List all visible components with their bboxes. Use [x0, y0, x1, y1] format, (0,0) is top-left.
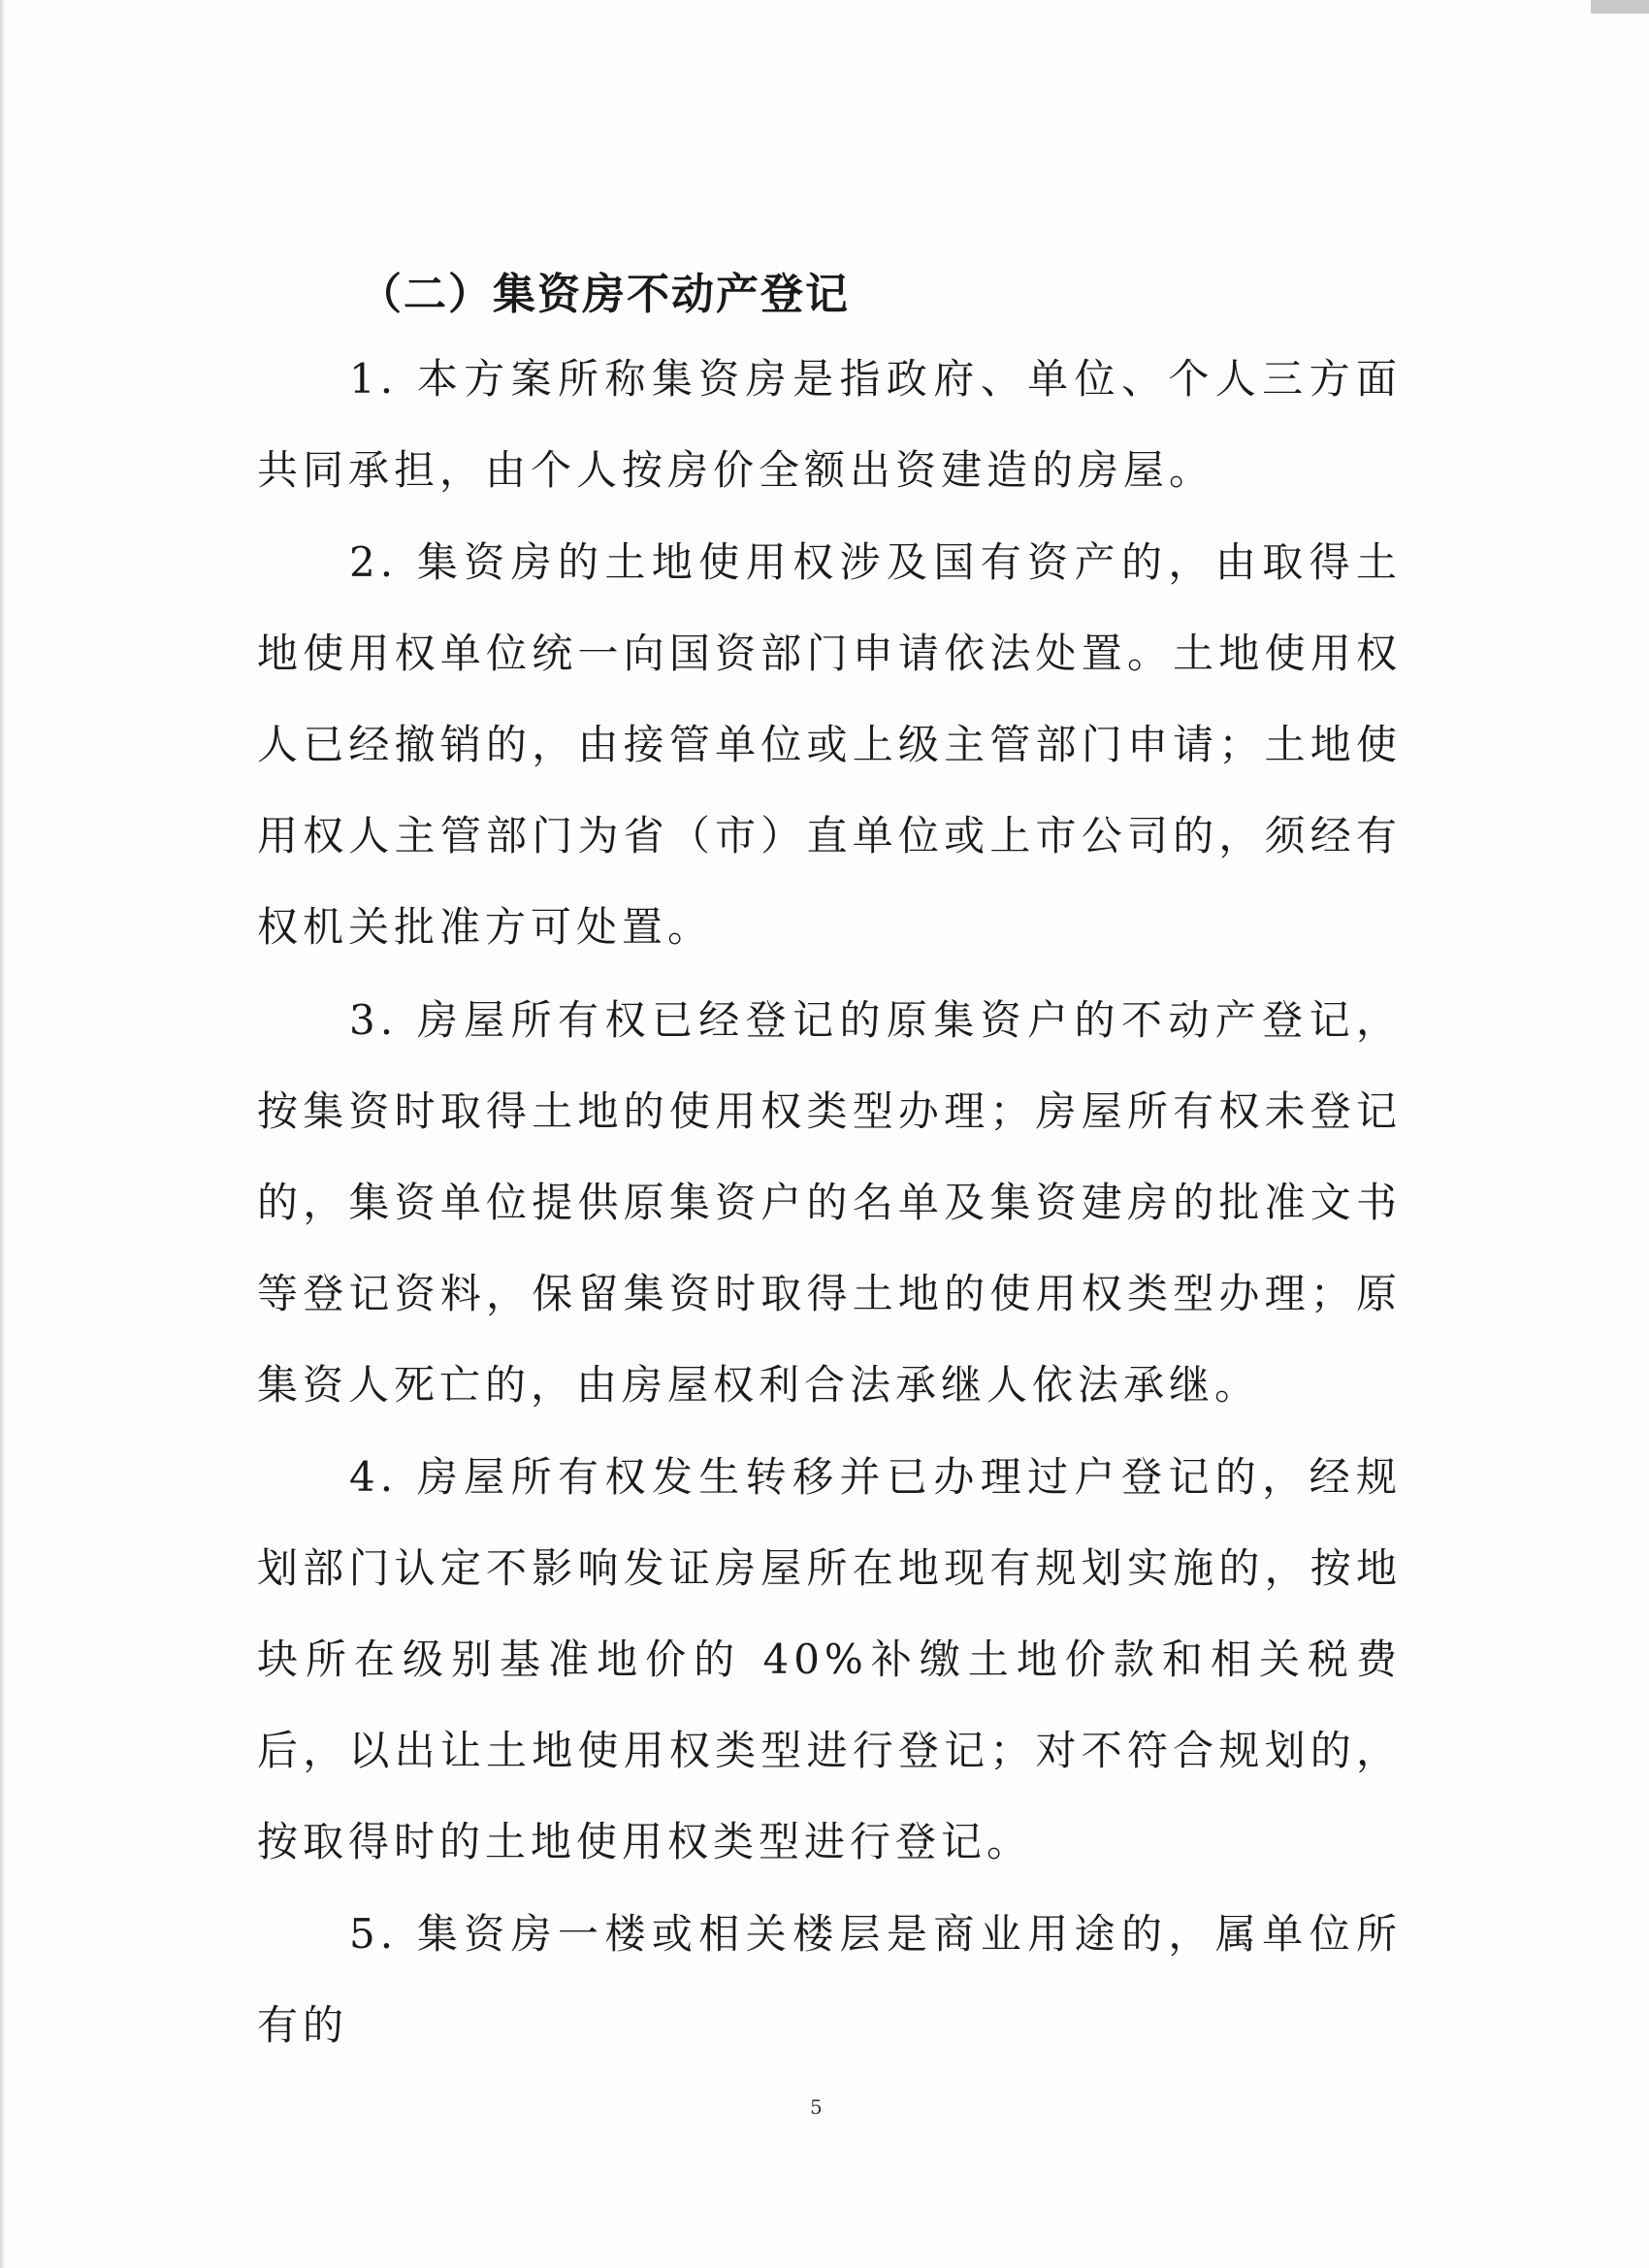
paragraph-2: 2. 集资房的土地使用权涉及国有资产的，由取得土地使用权单位统一向国资部门申请依法处置。土地使用权人已经撤销的，由接管单位或上级主管部门申请；土地使用权人主管部门为省（市）直单位或上市公司的，须经有权机关批准方可处置。	[257, 538, 1402, 951]
paragraph-4: 4. 房屋所有权发生转移并已办理过户登记的，经规划部门认定不影响发证房屋所在地现有规划实施的，按地块所在级别基准地价的 40%补缴土地价款和相关税费后，以出让土地使用权类型进行登记；对不符合规划的，按取得时的土地使用权类型进行登记。	[257, 1453, 1402, 1865]
scan-edge	[0, 0, 6, 2268]
section-heading: （二）集资房不动产登记	[359, 270, 850, 319]
scan-corner-mark	[1591, 0, 1649, 14]
paragraph-1: 1. 本方案所称集资房是指政府、单位、个人三方面共同承担，由个人按房价全额出资建造的房屋。	[257, 355, 1402, 494]
page-number: 5	[810, 2095, 823, 2119]
paragraph-3: 3. 房屋所有权已经登记的原集资户的不动产登记，按集资时取得土地的使用权类型办理；房屋所有权未登记的，集资单位提供原集资户的名单及集资建房的批准文书等登记资料，保留集资时取得土地的使用权类型办理；原集资人死亡的，由房屋权利合法承继人依法承继。	[257, 996, 1402, 1409]
paragraph-5: 5. 集资房一楼或相关楼层是商业用途的，属单位所有的	[257, 1910, 1402, 2049]
